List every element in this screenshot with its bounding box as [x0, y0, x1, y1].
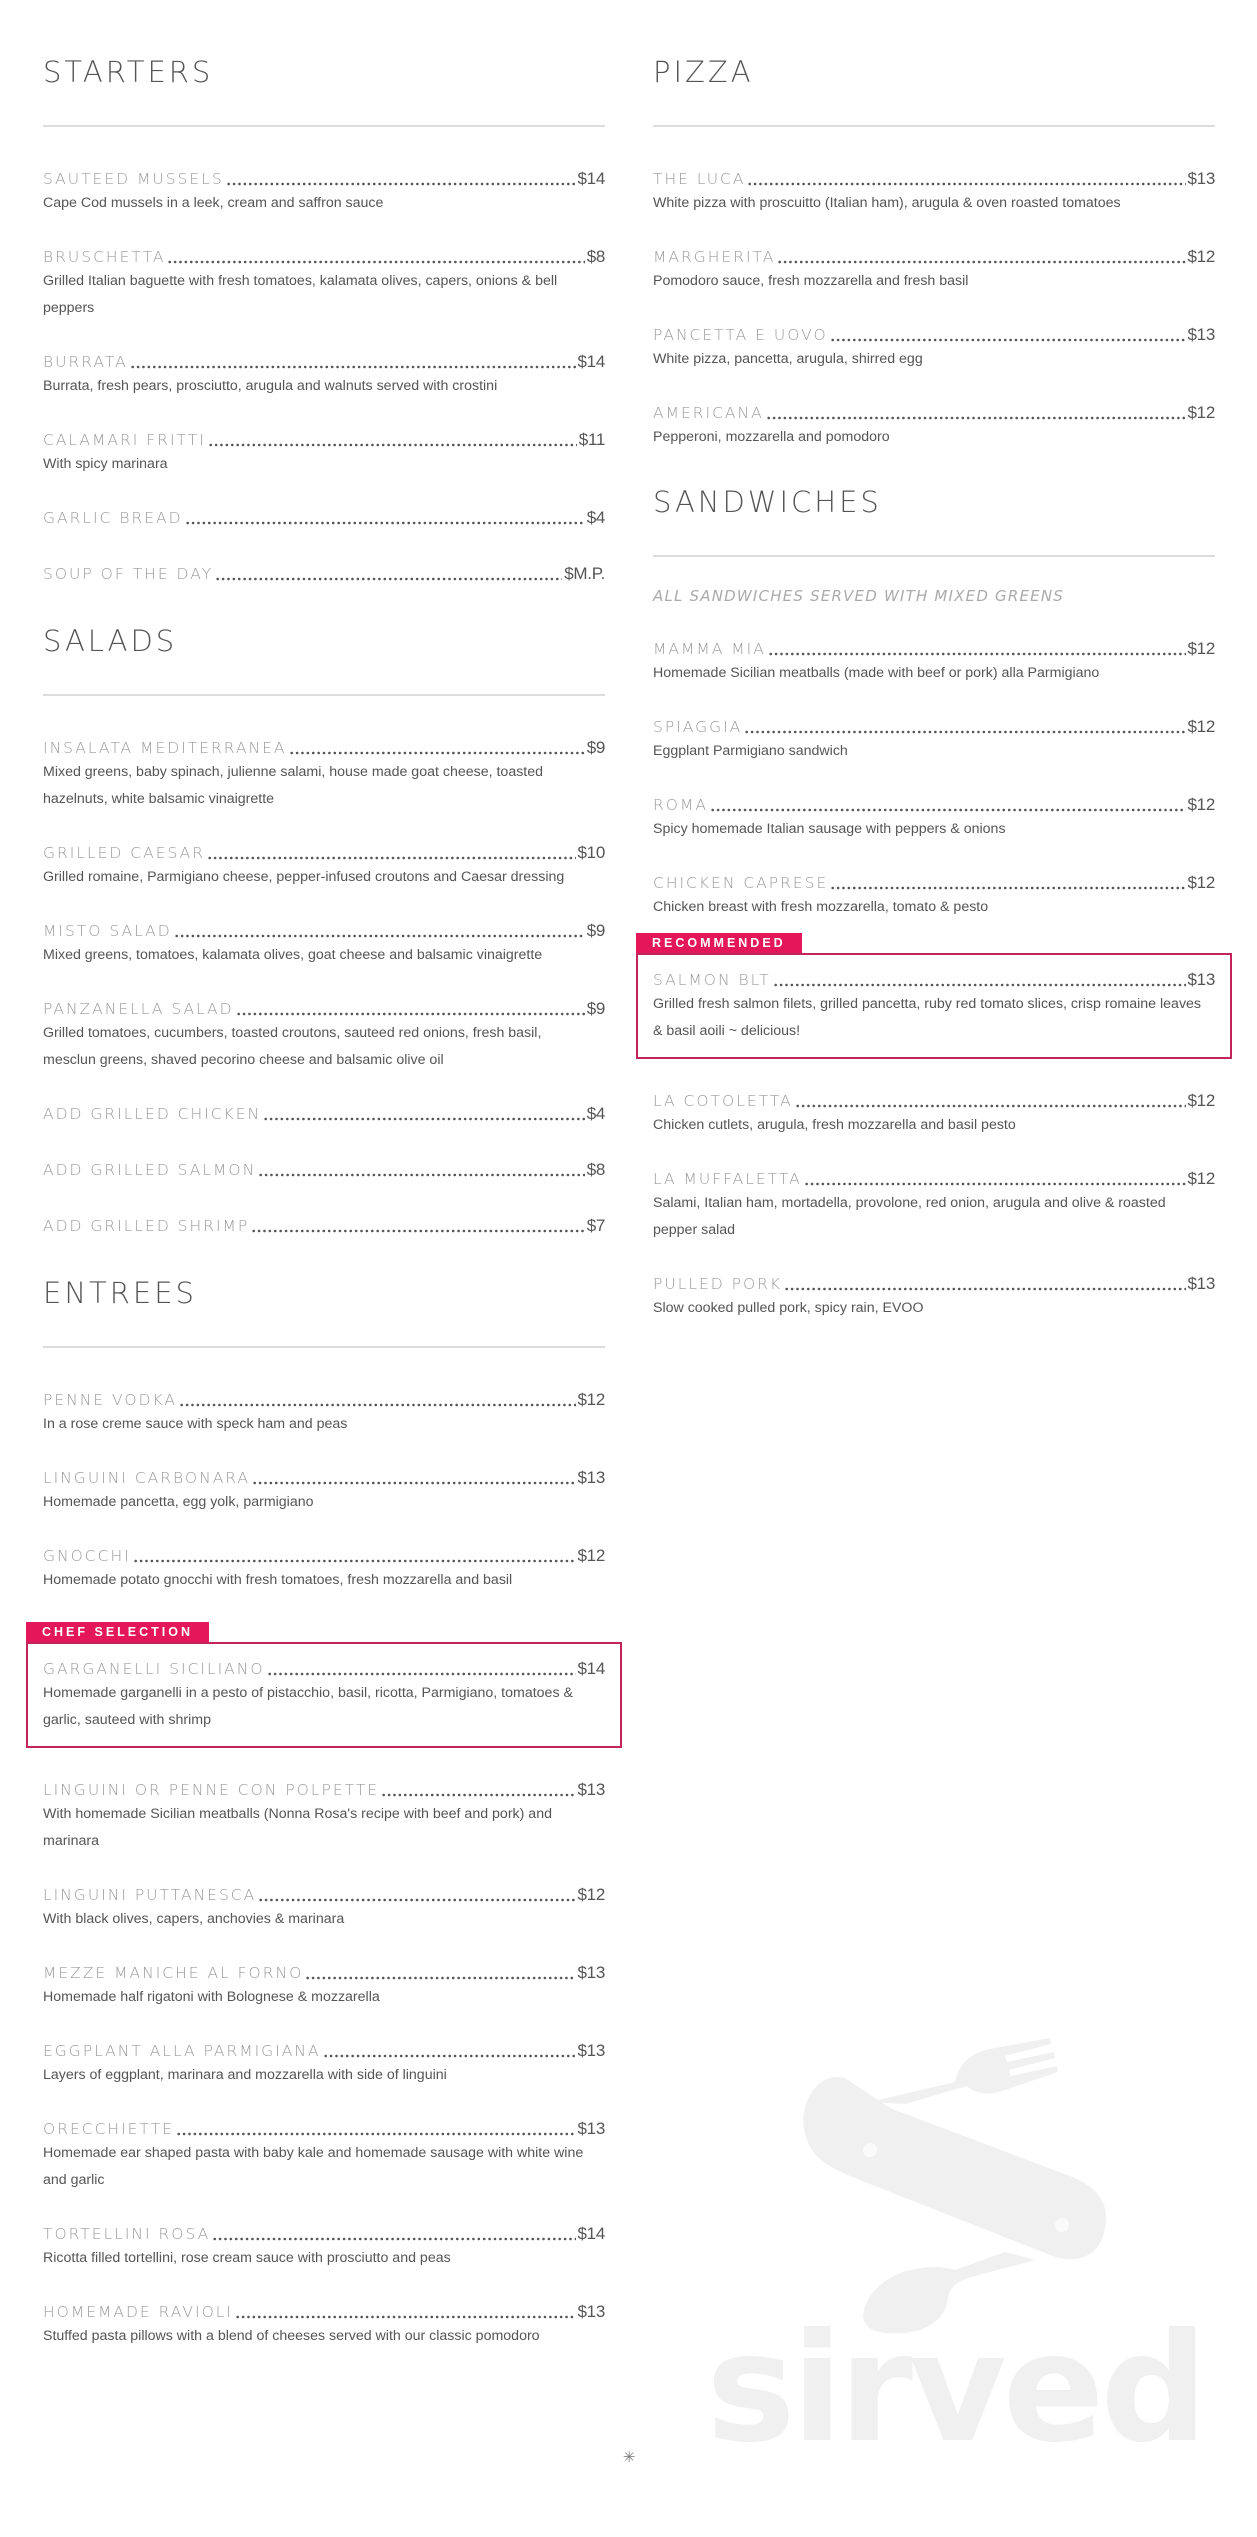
dot-leader: [212, 2237, 575, 2241]
item-name: MEZZE MANICHE AL FORNO: [43, 1964, 304, 1982]
dot-leader: [768, 652, 1186, 656]
item-price: $12: [1187, 795, 1215, 814]
dot-leader: [289, 751, 585, 755]
item-price: $7: [586, 1216, 605, 1235]
section-title: SALADS: [43, 624, 178, 658]
item-name: BRUSCHETTA: [43, 248, 166, 266]
dot-leader: [766, 416, 1186, 420]
menu-item: [653, 1089, 1215, 1139]
section-salads: [43, 618, 605, 1236]
item-description: Homemade ear shaped pasta with baby kale and homemade sausage with white wine and garlic: [43, 2145, 584, 2188]
menu-item: [43, 2300, 605, 2350]
item-description: Homemade Sicilian meatballs (made with beef or pork) alla Parmigiano: [653, 665, 1100, 681]
dot-leader: [267, 1672, 576, 1676]
item-name: GARLIC BREAD: [43, 509, 183, 527]
menu-item-list: [653, 637, 1215, 921]
dot-leader: [773, 983, 1186, 987]
dot-leader: [235, 2315, 576, 2319]
menu-item: [43, 1657, 605, 1734]
dot-leader: [305, 1976, 575, 1980]
item-description: Spicy homemade Italian sausage with peppers & onions: [653, 821, 1006, 837]
item-name: LINGUINI PUTTANESCA: [43, 1886, 257, 1904]
item-description: Pepperoni, mozzarella and pomodoro: [653, 429, 890, 445]
item-name: GRILLED CAESAR: [43, 844, 205, 862]
menu-item: [43, 562, 605, 584]
item-description: Grilled Italian baguette with fresh tomatoes, kalamata olives, capers, onions & bell peppers: [43, 273, 558, 316]
dot-leader: [215, 577, 562, 581]
item-name: LA MUFFALETTA: [653, 1170, 802, 1188]
item-description: Mixed greens, baby spinach, julienne salami, house made goat cheese, toasted hazelnuts, white balsamic vinaigrette: [43, 764, 544, 807]
menu-item: [43, 428, 605, 478]
item-price: $4: [586, 508, 605, 527]
dot-leader: [381, 1793, 575, 1797]
item-description: Chicken breast with fresh mozzarella, tomato & pesto: [653, 899, 989, 915]
item-description: Pomodoro sauce, fresh mozzarella and fresh basil: [653, 273, 969, 289]
item-name: BURRATA: [43, 353, 128, 371]
menu-item: [43, 919, 605, 969]
item-price: $14: [577, 169, 605, 188]
item-description: White pizza, pancetta, arugula, shirred egg: [653, 351, 923, 367]
dot-leader: [784, 1287, 1185, 1291]
item-description: Homemade pancetta, egg yolk, parmigiano: [43, 1494, 314, 1510]
item-name: CHICKEN CAPRESE: [653, 874, 829, 892]
item-price: $13: [1187, 970, 1215, 989]
menu-item: [43, 1158, 605, 1180]
dot-leader: [236, 1012, 585, 1016]
utensil-knife-icon: [705, 2030, 1205, 2450]
menu-item: [43, 1388, 605, 1438]
dot-leader: [710, 808, 1186, 812]
dot-leader: [176, 2132, 576, 2136]
item-price: $9: [586, 921, 605, 940]
menu-item: [653, 871, 1215, 921]
dot-leader: [795, 1104, 1186, 1108]
menu-item-list: [43, 736, 605, 1236]
item-price: $13: [577, 1963, 605, 1982]
dot-leader: [185, 521, 585, 525]
dot-leader: [258, 1173, 584, 1177]
item-name: LINGUINI CARBONARA: [43, 1469, 251, 1487]
section-pizza: [653, 0, 1215, 451]
section-divider: [653, 125, 1215, 127]
item-name: GNOCCHI: [43, 1547, 131, 1565]
dot-leader: [167, 260, 584, 264]
menu-item: [43, 1102, 605, 1124]
item-name: ORECCHIETTE: [43, 2120, 174, 2138]
item-price: $13: [577, 2119, 605, 2138]
menu-item-list: [653, 167, 1215, 451]
item-description: Eggplant Parmigiano sandwich: [653, 743, 848, 759]
item-description: Layers of eggplant, marinara and mozzarella with side of linguini: [43, 2067, 447, 2083]
item-name: SPIAGGIA: [653, 718, 743, 736]
item-price: $4: [586, 1104, 605, 1123]
menu-item: [653, 401, 1215, 451]
menu-item: [43, 2222, 605, 2272]
menu-item: [653, 1272, 1215, 1322]
section-divider: [43, 125, 605, 127]
item-price: $12: [577, 1885, 605, 1904]
item-price: $13: [577, 2302, 605, 2321]
dot-leader: [263, 1117, 585, 1121]
footer-asterisk-icon: ✳: [622, 2448, 636, 2466]
menu-item-list: [43, 167, 605, 584]
item-price: $12: [1187, 717, 1215, 736]
item-name: CALAMARI FRITTI: [43, 431, 206, 449]
menu-right-column: [653, 0, 1215, 1350]
dot-leader: [323, 2054, 576, 2058]
item-price: $13: [577, 2041, 605, 2060]
item-name: PENNE VODKA: [43, 1391, 178, 1409]
recommended-badge: RECOMMENDED: [636, 933, 802, 953]
item-description: Grilled romaine, Parmigiano cheese, pepper-infused croutons and Caesar dressing: [43, 869, 565, 885]
item-price: $12: [1187, 1091, 1215, 1110]
menu-item: [43, 2039, 605, 2089]
item-name: PULLED PORK: [653, 1275, 783, 1293]
menu-item: [43, 841, 605, 891]
dot-leader: [130, 365, 576, 369]
item-name: THE LUCA: [653, 170, 746, 188]
menu-item: [43, 1961, 605, 2011]
item-price: $12: [1187, 1169, 1215, 1188]
dot-leader: [174, 934, 585, 938]
item-description: Grilled fresh salmon filets, grilled pancetta, ruby red tomato slices, crisp romaine leaves & basil aoili ~ delicious!: [653, 996, 1202, 1039]
item-price: $M.P.: [564, 564, 605, 583]
item-price: $14: [577, 352, 605, 371]
item-description: Homemade garganelli in a pesto of pistacchio, basil, ricotta, Parmigiano, tomatoes & garlic, sauteed with shrimp: [43, 1685, 573, 1728]
item-description: Mixed greens, tomatoes, kalamata olives, goat cheese and balsamic vinaigrette: [43, 947, 543, 963]
item-price: $13: [1187, 1274, 1215, 1293]
item-price: $12: [1187, 403, 1215, 422]
section-sandwiches: [653, 479, 1215, 1322]
sirved-watermark: [705, 2030, 1205, 2450]
item-price: $13: [1187, 169, 1215, 188]
chef-selection-box: [26, 1625, 622, 1748]
dot-leader: [830, 886, 1185, 890]
item-description: Salami, Italian ham, mortadella, provolone, red onion, arugula and olive & roasted pepper salad: [653, 1195, 1166, 1238]
item-description: In a rose creme sauce with speck ham and peas: [43, 1416, 348, 1432]
menu-item-list: [653, 1089, 1215, 1322]
menu-item: [43, 506, 605, 528]
section-title: PIZZA: [653, 55, 754, 89]
item-name: ADD GRILLED CHICKEN: [43, 1105, 262, 1123]
item-price: $13: [1187, 325, 1215, 344]
menu-item: [43, 1544, 605, 1594]
item-name: LINGUINI OR PENNE CON POLPETTE: [43, 1781, 380, 1799]
item-name: ROMA: [653, 796, 708, 814]
item-name: SALMON BLT: [653, 971, 771, 989]
item-description: With spicy marinara: [43, 456, 168, 472]
menu-item: [43, 2117, 605, 2194]
item-name: TORTELLINI ROSA: [43, 2225, 211, 2243]
item-description: Grilled tomatoes, cucumbers, toasted croutons, sauteed red onions, fresh basil, mesclun greens, shaved pecorino cheese and balsamic olive oil: [43, 1025, 542, 1068]
dot-leader: [830, 338, 1186, 342]
menu-item: [653, 167, 1215, 217]
menu-item: [653, 968, 1215, 1045]
dot-leader: [207, 856, 576, 860]
menu-item: [43, 1778, 605, 1855]
menu-item-list: [43, 1778, 605, 2350]
item-description: Chicken cutlets, arugula, fresh mozzarella and basil pesto: [653, 1117, 1016, 1133]
item-description: Homemade potato gnocchi with fresh tomatoes, fresh mozzarella and basil: [43, 1572, 513, 1588]
item-name: INSALATA MEDITERRANEA: [43, 739, 287, 757]
item-name: MARGHERITA: [653, 248, 776, 266]
menu-item-list: [43, 1388, 605, 1594]
dot-leader: [251, 1229, 584, 1233]
section-title: STARTERS: [43, 55, 214, 89]
menu-item: [43, 1466, 605, 1516]
dot-leader: [804, 1182, 1186, 1186]
item-description: Stuffed pasta pillows with a blend of cheeses served with our classic pomodoro: [43, 2328, 540, 2344]
item-price: $9: [586, 738, 605, 757]
dot-leader: [747, 182, 1185, 186]
dot-leader: [252, 1481, 575, 1485]
item-price: $12: [1187, 247, 1215, 266]
dot-leader: [179, 1403, 576, 1407]
item-name: ADD GRILLED SHRIMP: [43, 1217, 250, 1235]
section-title: SANDWICHES: [653, 485, 882, 519]
dot-leader: [226, 182, 576, 186]
item-price: $14: [577, 2224, 605, 2243]
item-name: PANZANELLA SALAD: [43, 1000, 234, 1018]
menu-item: [653, 323, 1215, 373]
menu-item: [43, 350, 605, 400]
menu-item: [653, 793, 1215, 843]
item-price: $13: [577, 1468, 605, 1487]
item-name: SOUP OF THE DAY: [43, 565, 214, 583]
item-name: PANCETTA E UOVO: [653, 326, 828, 344]
menu-item: [43, 736, 605, 813]
menu-item: [43, 1214, 605, 1236]
section-divider: [43, 694, 605, 696]
item-description: Ricotta filled tortellini, rose cream sauce with prosciutto and peas: [43, 2250, 451, 2266]
menu-item: [653, 715, 1215, 765]
recommended-box: [636, 936, 1232, 1059]
item-price: $9: [586, 999, 605, 1018]
menu-item: [43, 245, 605, 322]
svg-text:sirved: sirved: [706, 2302, 1204, 2450]
dot-leader: [133, 1559, 576, 1563]
item-name: MAMMA MIA: [653, 640, 766, 658]
menu-item: [43, 167, 605, 217]
item-price: $10: [577, 843, 605, 862]
item-description: Burrata, fresh pears, prosciutto, arugula and walnuts served with crostini: [43, 378, 498, 394]
item-name: HOMEMADE RAVIOLI: [43, 2303, 233, 2321]
item-price: $12: [577, 1546, 605, 1565]
section-divider: [43, 1346, 605, 1348]
chef-selection-badge: CHEF SELECTION: [26, 1622, 209, 1642]
dot-leader: [777, 260, 1185, 264]
item-price: $14: [577, 1659, 605, 1678]
menu-left-column: [43, 0, 605, 2378]
item-price: $8: [586, 1160, 605, 1179]
item-price: $11: [578, 430, 605, 449]
dot-leader: [744, 730, 1185, 734]
item-price: $12: [1187, 873, 1215, 892]
item-name: EGGPLANT ALLA PARMIGIANA: [43, 2042, 321, 2060]
section-entrees: [43, 1270, 605, 2350]
section-note: ALL SANDWICHES SERVED WITH MIXED GREENS: [653, 587, 1064, 605]
section-divider: [653, 555, 1215, 557]
item-name: MISTO SALAD: [43, 922, 172, 940]
item-description: With black olives, capers, anchovies & marinara: [43, 1911, 345, 1927]
item-price: $13: [577, 1780, 605, 1799]
item-description: Slow cooked pulled pork, spicy rain, EVOO: [653, 1300, 924, 1316]
item-description: Cape Cod mussels in a leek, cream and saffron sauce: [43, 195, 384, 211]
menu-item: [43, 997, 605, 1074]
item-name: GARGANELLI SICILIANO: [43, 1660, 265, 1678]
item-name: SAUTEED MUSSELS: [43, 170, 224, 188]
item-description: With homemade Sicilian meatballs (Nonna Rosa's recipe with beef and pork) and marinara: [43, 1806, 552, 1849]
menu-item: [43, 1883, 605, 1933]
section-title: ENTREES: [43, 1276, 197, 1310]
item-description: Homemade half rigatoni with Bolognese & mozzarella: [43, 1989, 380, 2005]
menu-item: [653, 1167, 1215, 1244]
item-name: LA COTOLETTA: [653, 1092, 793, 1110]
menu-item: [653, 245, 1215, 295]
dot-leader: [208, 443, 577, 447]
item-price: $12: [1187, 639, 1215, 658]
item-name: ADD GRILLED SALMON: [43, 1161, 257, 1179]
dot-leader: [258, 1898, 575, 1902]
item-price: $8: [586, 247, 605, 266]
item-name: AMERICANA: [653, 404, 764, 422]
item-price: $12: [577, 1390, 605, 1409]
section-starters: [43, 0, 605, 584]
item-description: White pizza with proscuitto (Italian ham), arugula & oven roasted tomatoes: [653, 195, 1121, 211]
menu-item: [653, 637, 1215, 687]
